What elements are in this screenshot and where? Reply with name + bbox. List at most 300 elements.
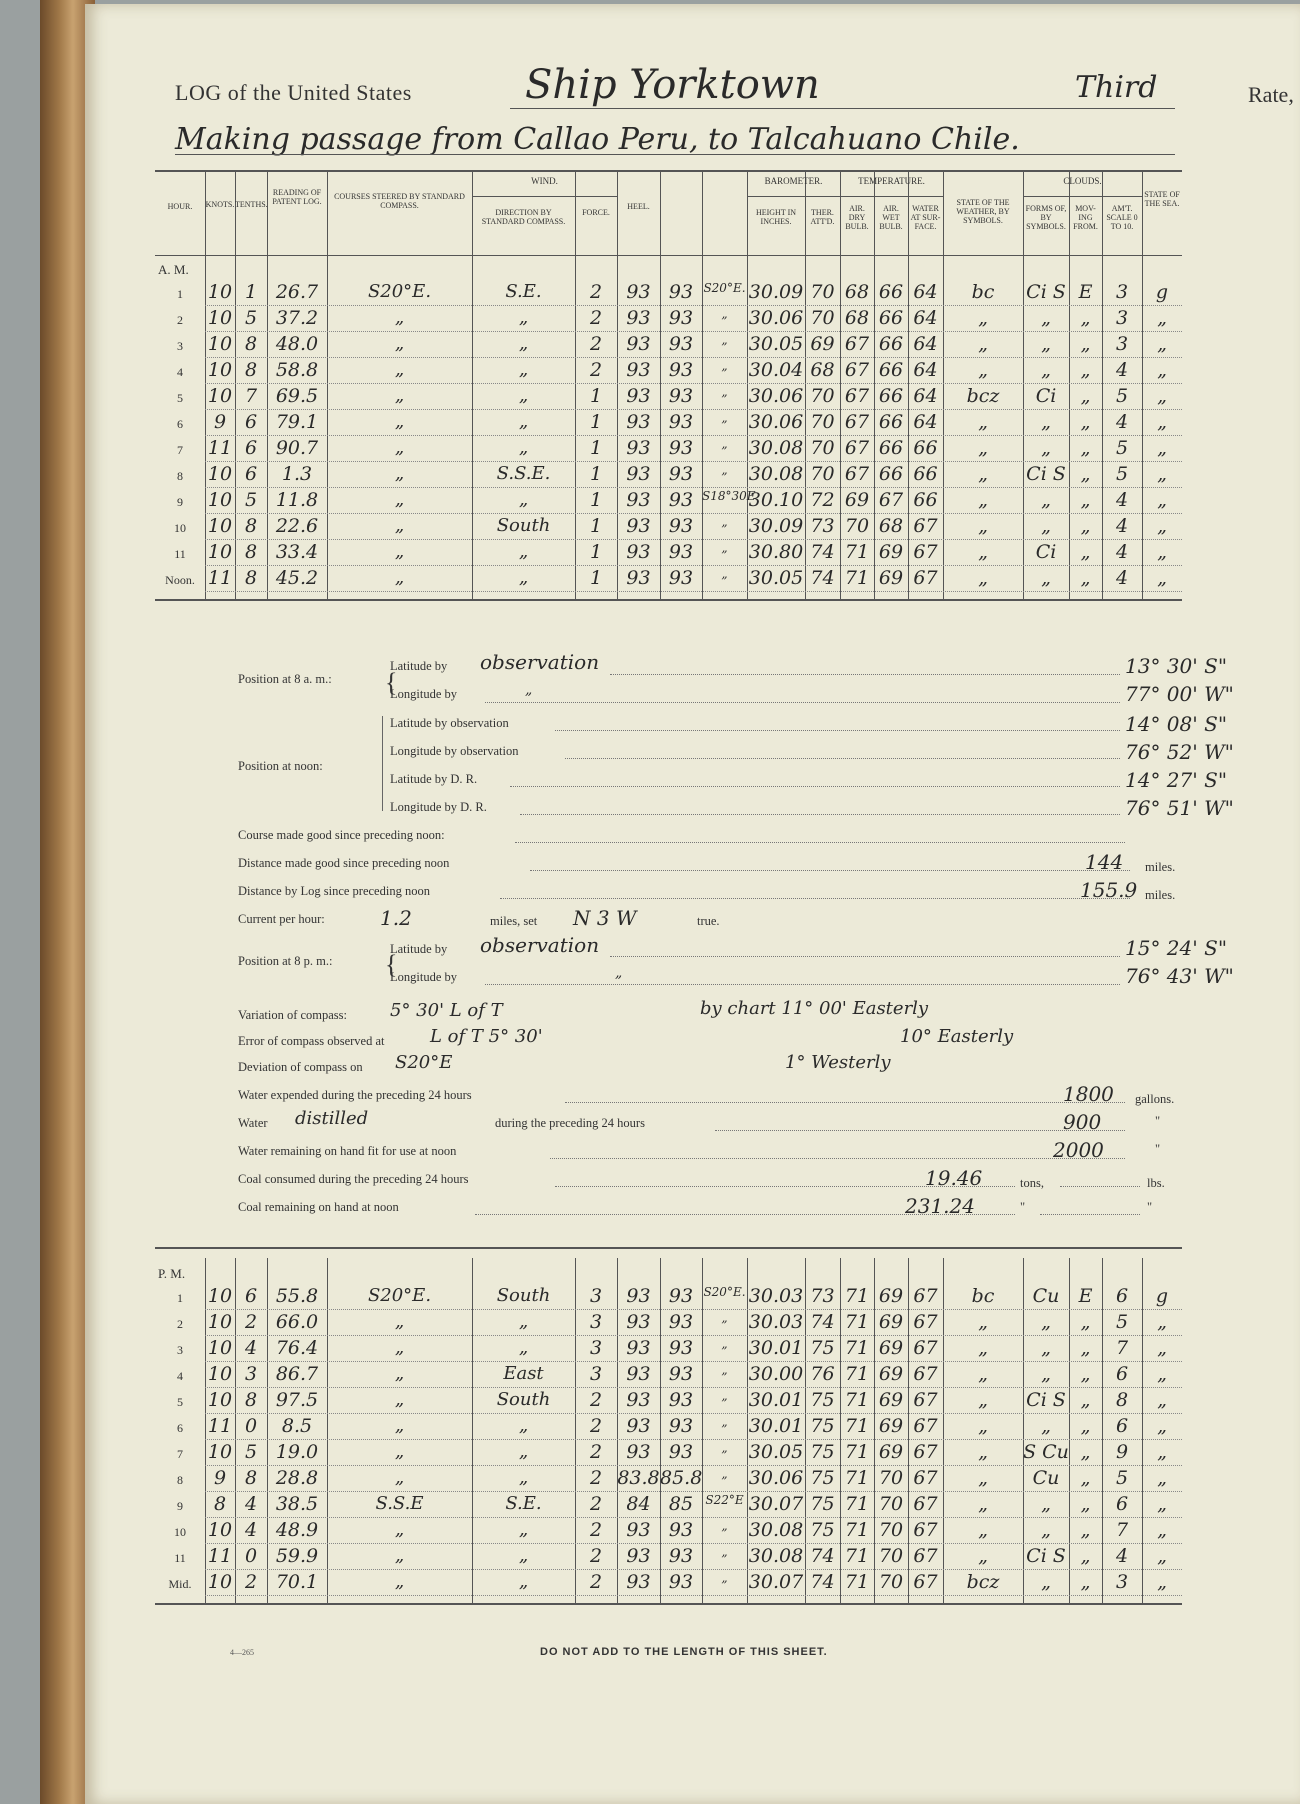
log-cell: 67	[844, 385, 870, 407]
water-rem-label: Water remaining on hand fit for use at noon	[238, 1144, 457, 1158]
log-cell: 93	[668, 1311, 694, 1333]
log-cell: 3	[589, 1311, 603, 1333]
hour-label: 10	[174, 521, 186, 535]
pm-top-rule	[155, 1247, 1182, 1249]
log-cell: „	[1080, 1571, 1091, 1593]
log-cell: 4	[244, 1519, 258, 1541]
hour-label: Mid.	[168, 1577, 192, 1591]
log-cell: 93	[668, 385, 694, 407]
log-cell: „	[1157, 1441, 1167, 1463]
log-cell: 2	[589, 307, 603, 329]
log-cell: 1	[589, 385, 603, 407]
log-cell: „	[721, 411, 728, 425]
log-cell: 67	[913, 515, 938, 537]
log-cell: 2	[589, 1415, 603, 1437]
log-cell: „	[1080, 463, 1091, 485]
coal-rem-value: 231.24	[905, 1194, 975, 1218]
leader	[565, 1102, 1125, 1103]
log-cell: „	[1080, 411, 1091, 433]
log-cell: 2	[589, 1545, 603, 1567]
log-cell: g	[1155, 1285, 1169, 1307]
log-cell: 30.03	[748, 1311, 804, 1333]
log-title-print: LOG of the United States	[175, 80, 412, 105]
log-cell: 26.7	[275, 281, 319, 303]
log-cell: „	[1157, 567, 1167, 589]
log-cell: 10	[207, 1311, 233, 1333]
hour-label: 3	[177, 1343, 183, 1357]
hour-label: 7	[177, 443, 183, 457]
log-cell: 93	[626, 1519, 651, 1541]
pos8am-lat-value: 13° 30' S"	[1125, 654, 1228, 678]
log-cell: 67	[913, 1467, 938, 1489]
log-cell: 2	[589, 1519, 603, 1541]
coal-cons-label: Coal consumed during the preceding 24 hours	[238, 1172, 469, 1186]
current-true-label: true.	[697, 914, 720, 928]
ther-att-header: THER. ATT'D.	[810, 208, 835, 226]
log-cell: 74	[810, 1311, 835, 1333]
log-cell: „	[721, 359, 728, 373]
log-cell: 93	[668, 333, 694, 355]
log-cell: 69.5	[275, 385, 319, 407]
log-cell: 71	[844, 541, 870, 563]
log-cell: 71	[844, 1441, 870, 1463]
log-cell: „	[518, 359, 529, 380]
log-cell: 67	[913, 1337, 938, 1359]
leader	[485, 984, 1120, 985]
log-cell: 93	[626, 1285, 651, 1307]
log-cell: „	[1080, 437, 1091, 459]
log-cell: S18°30E	[702, 489, 756, 503]
pos8pm-lon-method: „	[615, 965, 623, 981]
log-cell: 71	[844, 1311, 870, 1333]
noon-lat-dr-label: Latitude by D. R.	[390, 772, 478, 786]
log-cell: „	[518, 1441, 529, 1462]
log-cell: 67	[913, 541, 938, 563]
log-cell: 93	[626, 1337, 651, 1359]
log-cell: 93	[668, 307, 694, 329]
log-cell: „	[1157, 411, 1167, 433]
log-cell: „	[394, 1363, 405, 1384]
log-cell: 5	[244, 1441, 258, 1463]
log-cell: 93	[626, 1311, 651, 1333]
log-cell: „	[978, 1311, 988, 1333]
rate-label: Rate,	[1248, 82, 1294, 107]
log-cell: 30.06	[748, 385, 804, 407]
log-cell: „	[1080, 567, 1091, 589]
log-cell: 93	[668, 463, 694, 485]
log-cell: 93	[668, 489, 694, 511]
log-cell: 67	[844, 411, 870, 433]
log-cell: 30.10	[748, 489, 804, 511]
log-cell: 45.2	[275, 567, 319, 589]
pos8pm-brace: {	[385, 950, 398, 979]
log-cell: „	[721, 1311, 728, 1325]
log-cell: 74	[810, 1571, 835, 1593]
log-cell: „	[978, 1441, 988, 1463]
log-cell: 4	[244, 1337, 258, 1359]
log-cell: 71	[844, 1493, 870, 1515]
log-cell: 67	[844, 333, 870, 355]
log-cell: „	[394, 333, 405, 354]
noon-brace	[382, 716, 383, 811]
current-set: N 3 W	[573, 906, 637, 930]
row-rule	[205, 487, 1182, 488]
log-cell: 66.0	[275, 1311, 319, 1333]
header-col-rule	[702, 170, 703, 255]
log-cell: „	[394, 1337, 405, 1358]
log-cell: 93	[626, 463, 651, 485]
passage-line: Making passage from Callao Peru, to Talcahuano Chile.	[175, 122, 1020, 157]
row-rule	[205, 539, 1182, 540]
log-cell: „	[394, 541, 405, 562]
log-cell: 75	[810, 1519, 835, 1541]
log-cell: 97.5	[275, 1389, 319, 1411]
log-cell: 5	[1115, 437, 1129, 459]
log-cell: „	[394, 1545, 405, 1566]
deviation-westerly: 1° Westerly	[785, 1052, 891, 1073]
log-cell: 11	[207, 567, 233, 589]
log-cell: 59.9	[275, 1545, 319, 1567]
log-cell: „	[518, 385, 529, 406]
log-cell: 93	[626, 1571, 651, 1593]
current-label: Current per hour:	[238, 912, 325, 926]
log-cell: 75	[810, 1493, 835, 1515]
log-cell: 5	[1115, 1467, 1129, 1489]
log-cell: 64	[913, 385, 938, 407]
hour-label: 5	[177, 1395, 183, 1409]
log-cell: 73	[810, 515, 835, 537]
knots-header: KNOTS.	[205, 200, 235, 209]
hour-label: Noon.	[165, 573, 195, 587]
leader	[610, 674, 1120, 675]
log-cell: 30.06	[748, 411, 804, 433]
distance-label: Distance made good since preceding noon	[238, 856, 450, 870]
current-value: 1.2	[380, 906, 412, 930]
log-cell: 71	[844, 1545, 870, 1567]
log-cell: „	[978, 1493, 988, 1515]
log-cell: 93	[626, 281, 651, 303]
pm-label: P. M.	[158, 1266, 186, 1281]
log-cell: S20°E.	[703, 1285, 746, 1299]
log-cell: 11	[207, 1545, 233, 1567]
log-cell: 10	[207, 515, 233, 537]
log-cell: 1	[589, 489, 603, 511]
log-cell: „	[1080, 1467, 1091, 1489]
log-cell: 64	[913, 359, 938, 381]
wind-subrule	[472, 196, 617, 197]
log-cell: 30.08	[748, 1519, 804, 1541]
patent-log-header: READING OF PATENT LOG.	[272, 188, 322, 206]
log-cell: bc	[971, 281, 995, 303]
log-cell: 30.01	[748, 1337, 804, 1359]
water-label: Water	[238, 1116, 268, 1130]
leader	[510, 786, 1120, 787]
log-cell: 10	[207, 281, 233, 303]
log-cell: 9	[213, 411, 227, 433]
header-col-rule	[660, 170, 661, 255]
log-cell: „	[1157, 489, 1167, 511]
log-cell: „	[518, 1545, 529, 1566]
log-cell: 93	[668, 515, 694, 537]
log-cell: 30.09	[748, 515, 804, 537]
row-rule	[205, 1595, 1182, 1596]
log-cell: 10	[207, 1571, 233, 1593]
log-cell: „	[721, 1337, 728, 1351]
log-cell: „	[394, 385, 405, 406]
noon-lon-obs-label: Longitude by observation	[390, 744, 519, 758]
row-rule	[205, 305, 1182, 306]
header-col-rule	[327, 170, 328, 255]
log-cell: 10	[207, 1389, 233, 1411]
log-cell: 3	[589, 1363, 603, 1385]
log-cell: 8.5	[281, 1415, 313, 1437]
log-cell: 10	[207, 1363, 233, 1385]
log-cell: „	[394, 1467, 405, 1488]
log-cell: 3	[1115, 307, 1129, 329]
log-cell: „	[1080, 385, 1091, 407]
barometer-header: BAROMETER.	[764, 176, 823, 186]
log-cell: „	[978, 1363, 988, 1385]
log-cell: 70	[844, 515, 870, 537]
log-cell: 71	[844, 1467, 870, 1489]
log-cell: E	[1078, 1285, 1093, 1307]
log-cell: 9	[213, 1467, 227, 1489]
leader	[515, 842, 1125, 843]
tons-label: tons,	[1020, 1176, 1044, 1190]
log-cell: 2	[589, 1571, 603, 1593]
log-cell: 30.08	[748, 437, 804, 459]
log-cell: 67	[913, 1519, 938, 1541]
pos8pm-lon-value: 76° 43' W"	[1125, 964, 1234, 988]
log-cell: 4	[1115, 567, 1129, 589]
log-cell: 93	[626, 1441, 651, 1463]
log-cell: 68	[844, 281, 870, 303]
log-cell: 93	[668, 281, 694, 303]
log-cell: 8	[1115, 1389, 1129, 1411]
log-cell: 69	[878, 567, 904, 589]
log-cell: „	[1080, 1389, 1091, 1411]
wind-direction-header: DIRECTION BY STANDARD COMPASS.	[481, 208, 566, 226]
ship-underline	[510, 108, 1175, 109]
log-cell: 69	[878, 1441, 904, 1463]
weather-header: STATE OF THE WEATHER, BY SYMBOLS.	[956, 198, 1010, 225]
log-cell: 67	[913, 1311, 938, 1333]
log-cell: 70	[878, 1571, 904, 1593]
log-cell: S.S.E	[375, 1493, 424, 1514]
hour-label: 1	[177, 287, 183, 301]
log-cell: 72	[810, 489, 835, 511]
log-cell: 83.8	[617, 1467, 660, 1489]
row-rule	[205, 1491, 1182, 1492]
log-cell: 67	[913, 1571, 938, 1593]
clouds-header: CLOUDS.	[1063, 176, 1102, 186]
log-cell: 1	[589, 463, 603, 485]
log-cell: „	[721, 1441, 728, 1455]
log-cell: Ci	[1035, 385, 1057, 407]
log-cell: 93	[626, 411, 651, 433]
log-cell: 66	[878, 411, 904, 433]
header-top-rule	[155, 170, 1182, 172]
log-cell: „	[1080, 489, 1091, 511]
log-cell: „	[1157, 1493, 1167, 1515]
miles-label: miles.	[1145, 888, 1176, 902]
log-cell: 30.05	[748, 1441, 804, 1463]
log-cell: „	[1157, 541, 1167, 563]
log-cell: 30.03	[748, 1285, 804, 1307]
log-cell: S Cu	[1023, 1441, 1069, 1463]
log-cell: Ci S	[1026, 1545, 1066, 1567]
log-cell: 30.00	[748, 1363, 804, 1385]
log-cell: 93	[626, 541, 651, 563]
log-cell: 64	[913, 411, 938, 433]
row-rule	[205, 461, 1182, 462]
log-cell: 93	[668, 541, 694, 563]
log-cell: 93	[668, 411, 694, 433]
log-cell: 11	[207, 437, 233, 459]
hour-label: 8	[177, 1473, 183, 1487]
row-rule	[205, 1335, 1182, 1336]
heel-header: HEEL.	[627, 202, 650, 211]
log-cell: 67	[913, 1285, 938, 1307]
log-cell: 69	[844, 489, 870, 511]
row-rule	[205, 331, 1182, 332]
log-cell: „	[1041, 411, 1051, 433]
log-cell: „	[1157, 333, 1167, 355]
log-cell: 70.1	[275, 1571, 319, 1593]
tenths-header: TENTHS.	[235, 200, 268, 209]
row-rule	[205, 409, 1182, 410]
hour-label: 4	[177, 365, 183, 379]
log-cell: 1	[589, 515, 603, 537]
log-cell: 93	[668, 1545, 694, 1567]
log-cell: „	[721, 385, 728, 399]
log-cell: 38.5	[275, 1493, 319, 1515]
leader	[485, 702, 1120, 703]
leader	[1040, 1214, 1140, 1215]
log-cell: S22°E	[705, 1493, 744, 1507]
log-cell: 55.8	[275, 1285, 319, 1307]
log-cell: 75	[810, 1389, 835, 1411]
log-cell: „	[978, 489, 988, 511]
log-cell: „	[394, 1441, 405, 1462]
log-cell: 7	[244, 385, 258, 407]
log-cell: 66	[878, 333, 904, 355]
log-cell: 10	[207, 1337, 233, 1359]
error-value: L of T 5° 30'	[430, 1026, 543, 1047]
log-cell: 66	[913, 437, 938, 459]
log-cell: 8	[244, 359, 258, 381]
log-cell: 1	[244, 281, 258, 303]
log-cell: „	[1080, 515, 1091, 537]
pm-bottom-rule	[155, 1603, 1182, 1605]
log-cell: 75	[810, 1337, 835, 1359]
lbs-label: lbs.	[1147, 1176, 1165, 1190]
log-cell: 30.08	[748, 463, 804, 485]
log-cell: „	[394, 1571, 405, 1592]
log-cell: 30.06	[748, 307, 804, 329]
header-col-rule	[617, 170, 618, 255]
log-cell: 70	[878, 1493, 904, 1515]
coal-rem-label: Coal remaining on hand at noon	[238, 1200, 399, 1214]
ship-name: Ship Yorktown	[525, 62, 820, 108]
log-cell: Ci S	[1026, 463, 1066, 485]
pos8am-lon-value: 77° 00' W"	[1125, 682, 1234, 706]
log-cell: 4	[1115, 515, 1129, 537]
log-cell: „	[1080, 1415, 1091, 1437]
pos8pm-lat-label: Latitude by	[390, 942, 448, 956]
log-cell: „	[1157, 1389, 1167, 1411]
log-cell: 93	[626, 307, 651, 329]
deviation-value: S20°E	[395, 1052, 453, 1073]
log-cell: 69	[878, 1311, 904, 1333]
log-cell: 2	[589, 1389, 603, 1411]
log-cell: 93	[668, 359, 694, 381]
log-cell: 71	[844, 567, 870, 589]
water-during-label: during the preceding 24 hours	[495, 1116, 645, 1130]
log-cell: „	[1157, 463, 1167, 485]
log-cell: 10	[207, 359, 233, 381]
log-cell: 48.9	[275, 1519, 319, 1541]
log-cell: „	[394, 1415, 405, 1436]
log-cell: 1	[589, 411, 603, 433]
log-cell: S.S.E.	[496, 463, 551, 484]
log-cell: 6	[1115, 1415, 1129, 1437]
log-cell: „	[518, 1519, 529, 1540]
log-cell: „	[1080, 1545, 1091, 1567]
log-cell: 70	[810, 437, 835, 459]
log-cell: 93	[626, 1545, 651, 1567]
hour-label: 9	[177, 1499, 183, 1513]
log-cell: 66	[878, 437, 904, 459]
pos8pm-lon-label: Longitude by	[390, 970, 458, 984]
row-rule	[205, 1413, 1182, 1414]
log-cell: „	[1080, 1441, 1091, 1463]
log-cell: 93	[626, 1389, 651, 1411]
log-cell: „	[1041, 307, 1051, 329]
log-cell: „	[978, 1389, 988, 1411]
log-cell: „	[394, 411, 405, 432]
log-cell: 2	[589, 281, 603, 303]
log-cell: 71	[844, 1571, 870, 1593]
log-cell: „	[978, 359, 988, 381]
log-cell: „	[721, 437, 728, 451]
log-cell: „	[518, 1571, 529, 1592]
log-cell: 66	[878, 307, 904, 329]
log-cell: „	[978, 437, 988, 459]
log-cell: 74	[810, 1545, 835, 1567]
log-cell: 30.80	[748, 541, 804, 563]
log-cell: „	[721, 1571, 728, 1585]
log-cell: 2	[589, 359, 603, 381]
hour-label: 2	[177, 313, 183, 327]
log-cell: 93	[668, 1415, 694, 1437]
log-cell: „	[721, 333, 728, 347]
log-cell: 4	[244, 1493, 258, 1515]
log-cell: 69	[878, 541, 904, 563]
log-cell: 3	[589, 1285, 603, 1307]
log-cell: „	[518, 437, 529, 458]
log-cell: 93	[668, 1389, 694, 1411]
log-cell: „	[1041, 567, 1051, 589]
log-cell: „	[394, 359, 405, 380]
row-rule	[205, 1569, 1182, 1570]
log-cell: „	[1080, 1337, 1091, 1359]
log-cell: 71	[844, 1415, 870, 1437]
am-bottom-rule	[155, 599, 1182, 601]
log-cell: 79.1	[275, 411, 319, 433]
amount-header: AM'T. SCALE 0 TO 10.	[1106, 204, 1138, 231]
log-cell: 10	[207, 1519, 233, 1541]
